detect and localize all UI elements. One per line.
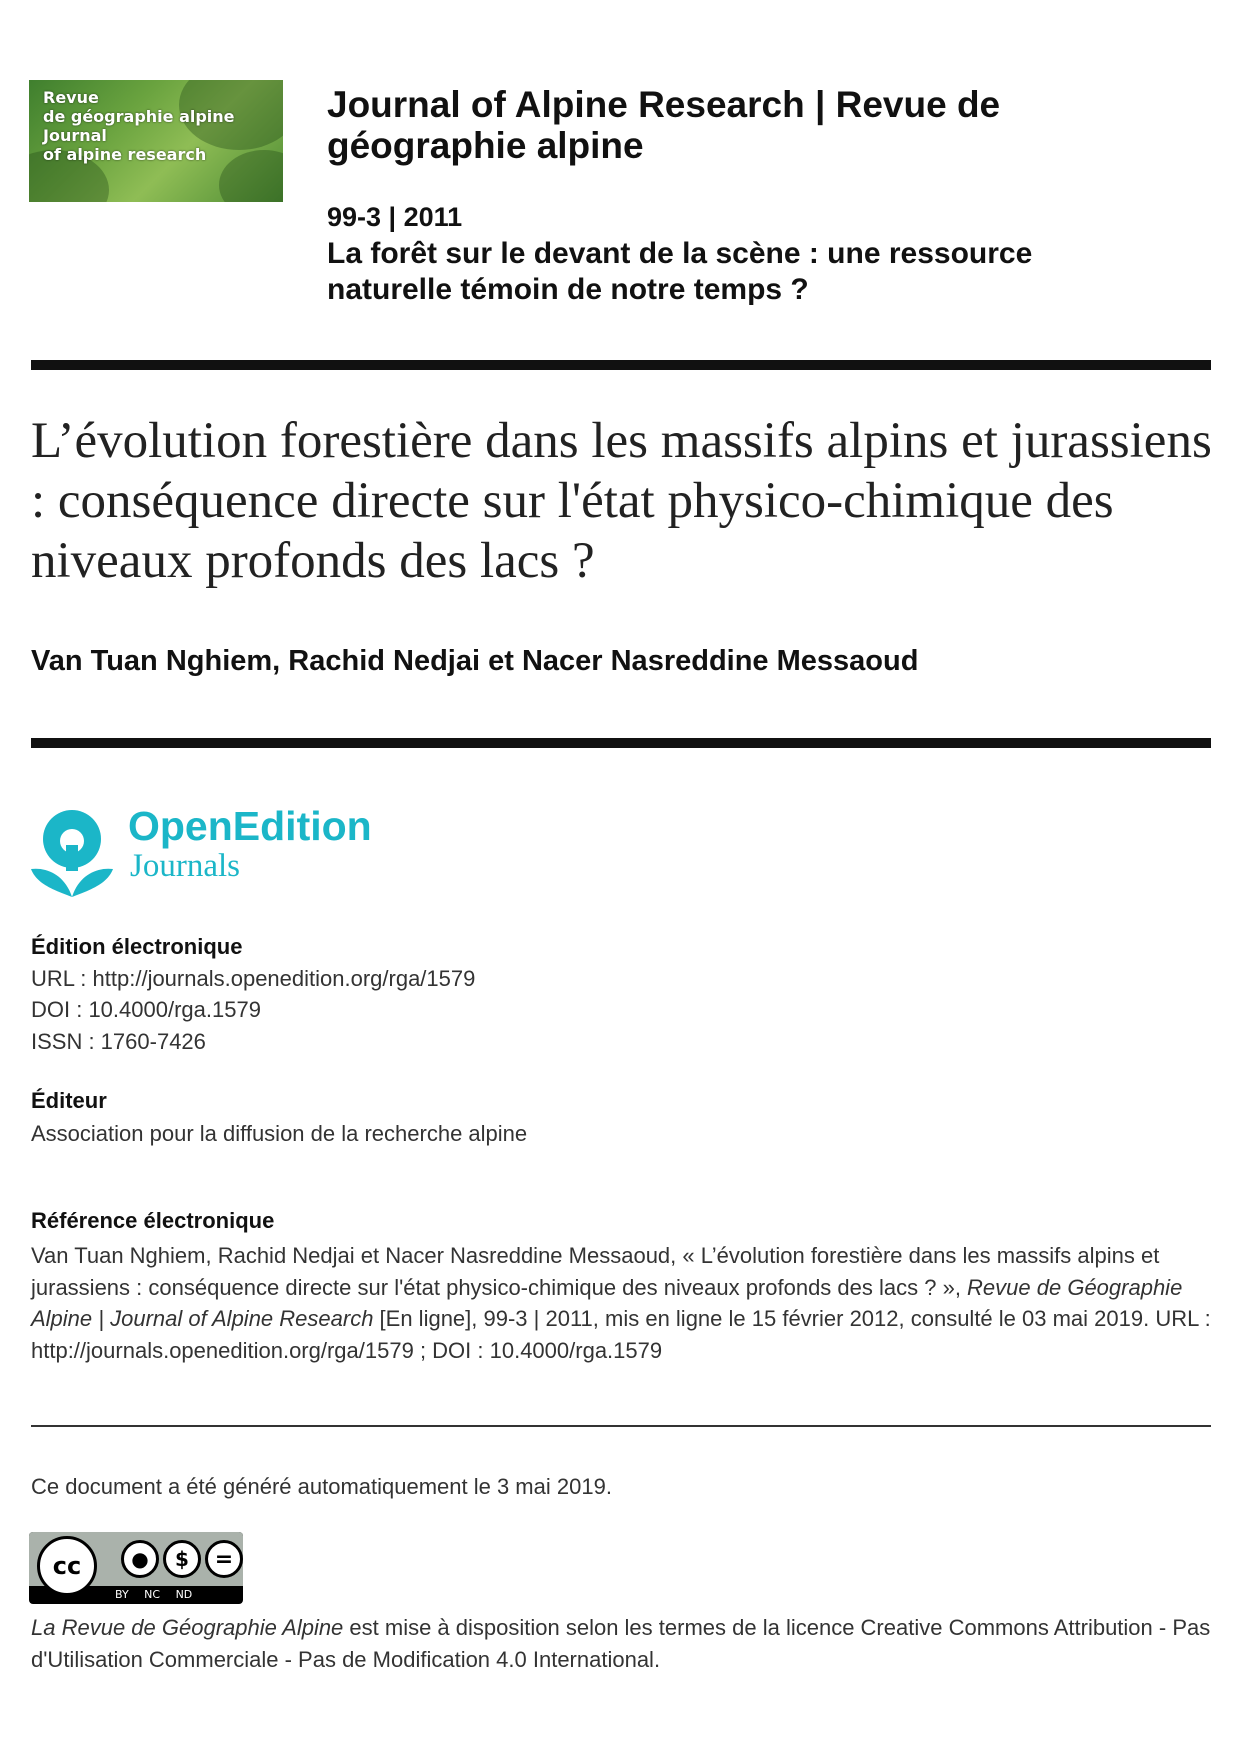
- edition-url[interactable]: URL : http://journals.openedition.org/rga/1579: [31, 966, 476, 991]
- article-title: L’évolution forestière dans les massifs alpins et jurassiens : conséquence directe sur l'état physico-chimique des niveaux profonds des lacs ?: [31, 413, 1212, 589]
- issue-title: La forêt sur le devant de la scène : une ressource naturelle témoin de notre temps ?: [327, 237, 1033, 306]
- issue-number: 99-3 | 2011: [327, 202, 463, 232]
- by-person-icon: ●: [121, 1540, 159, 1578]
- header-divider: [31, 360, 1211, 370]
- publisher-heading: Éditeur: [31, 1088, 107, 1113]
- openedition-name: OpenEdition: [128, 803, 372, 849]
- reference-heading: Référence électronique: [31, 1208, 275, 1233]
- cc-license-badge[interactable]: [29, 1532, 243, 1604]
- journal-title: Journal of Alpine Research | Revue de géographie alpine: [327, 84, 1001, 166]
- reference-citation: Van Tuan Nghiem, Rachid Nedjai et Nacer Nasreddine Messaoud, « L’évolution forestière dans les massifs alpins et jurassiens : conséquence directe sur l'état physico-chimique des niveaux profonds des lacs ? », Revue de Géographie Alpine | Journal of Alpine Research [En ligne], 99-3 | 2011, mis en ligne le 15 février 2012, consulté le 03 mai 2019. URL : http://journals.openedition.org/rga/1579 ; DOI : 10.4000/rga.1579: [31, 1243, 1211, 1363]
- edition-issn: ISSN : 1760-7426: [31, 1029, 206, 1054]
- journal-logo-text: Revue de géographie alpine Journal of alpine research: [43, 88, 235, 164]
- license-statement: La Revue de Géographie Alpine est mise à disposition selon les termes de la licence Creative Commons Attribution - Pas d'Utilisation Commerciale - Pas de Modification 4.0 International.: [31, 1615, 1211, 1672]
- edition-doi[interactable]: DOI : 10.4000/rga.1579: [31, 997, 261, 1022]
- article-authors: Van Tuan Nghiem, Rachid Nedjai et Nacer Nasreddine Messaoud: [31, 645, 919, 677]
- journal-logo: [29, 80, 283, 202]
- publisher-name: Association pour la diffusion de la recherche alpine: [31, 1121, 528, 1146]
- cc-icon: cc: [37, 1536, 97, 1596]
- license-journal-name: La Revue de Géographie Alpine: [31, 1615, 344, 1640]
- openedition-journals: Journals: [130, 848, 240, 884]
- cc-badge-labels: BY NC ND: [115, 1588, 193, 1601]
- edition-heading: Édition électronique: [31, 934, 243, 959]
- openedition-flower-icon: [29, 805, 115, 901]
- authors-divider: [31, 738, 1211, 748]
- nd-equals-icon: =: [205, 1540, 243, 1578]
- generated-notice: Ce document a été généré automatiquement le 3 mai 2019.: [31, 1474, 612, 1499]
- reference-journal-name: Revue de Géographie Alpine | Journal of Alpine Research: [31, 1274, 1183, 1331]
- reference-divider: [31, 1425, 1211, 1427]
- nc-dollar-icon: $: [163, 1540, 201, 1578]
